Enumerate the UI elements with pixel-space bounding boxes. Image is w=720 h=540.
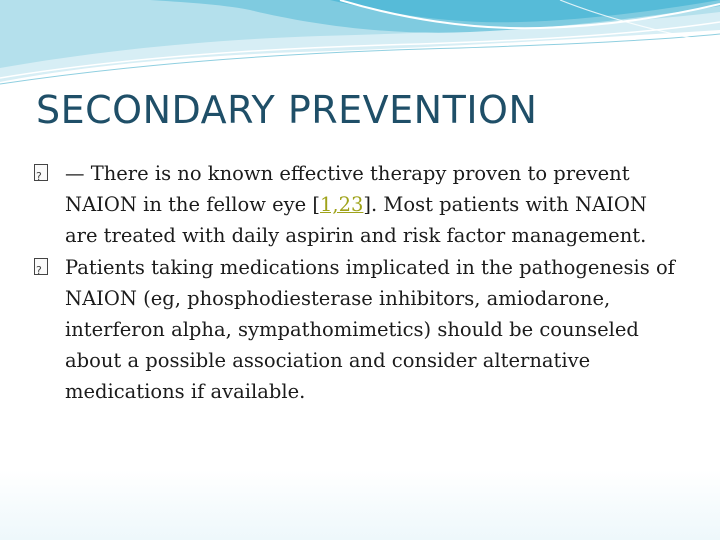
paragraph-1-tail: ]. Most patients with NAION are treated with daily aspirin and risk factor management. — [65, 193, 647, 248]
paragraph-1-lead: — There is no known effective therapy proven to prevent NAION in the fellow eye [ — [65, 162, 630, 217]
bottom-gradient-decoration — [0, 470, 720, 540]
bullet-paragraph-2 — [34, 252, 684, 408]
citation-link[interactable]: 1,23 — [320, 193, 364, 217]
bullet-marker — [34, 252, 65, 283]
paragraph-2-text: Patients taking medications implicated in the pathogenesis of NAION (eg, phosphodiesterase inhibitors, amiodarone, interferon alpha, sympathomimetics) should be counseled about a possible association and consider alternative medications if available. — [65, 255, 675, 404]
missing-glyph-icon — [34, 164, 48, 181]
bullet-marker — [34, 158, 65, 189]
header-wave-decoration — [0, 0, 720, 100]
bullet-paragraph-1 — [34, 158, 684, 252]
missing-glyph-icon — [34, 258, 48, 275]
slide-body — [34, 158, 684, 408]
slide-title: SECONDARY PREVENTION — [36, 88, 538, 132]
